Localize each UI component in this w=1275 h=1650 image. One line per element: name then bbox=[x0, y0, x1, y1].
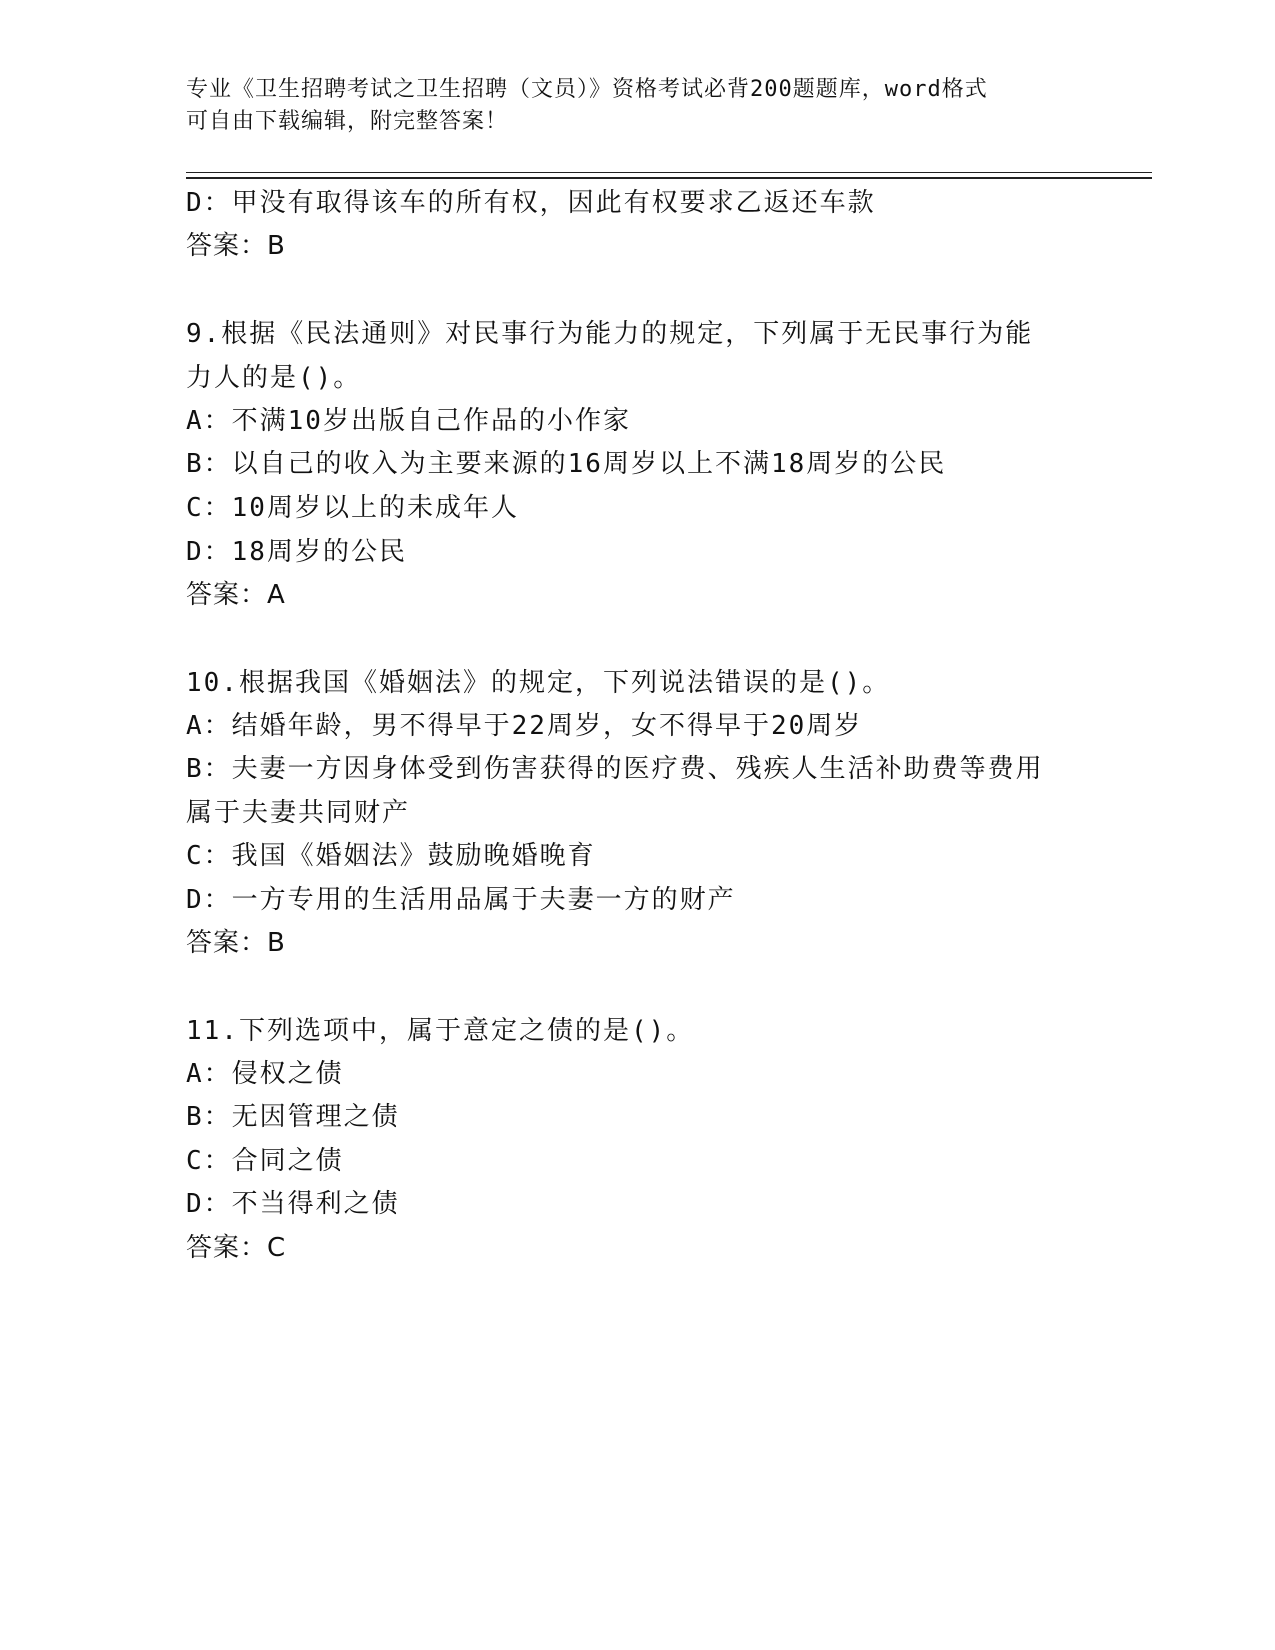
q9-answer: 答案：A bbox=[186, 580, 286, 610]
q8-option-d: D：甲没有取得该车的所有权，因此有权要求乙返还车款 bbox=[186, 188, 876, 218]
q9-option-c: C：10周岁以上的未成年人 bbox=[186, 493, 519, 523]
q10-option-b-line-2: 属于夫妻共同财产 bbox=[186, 798, 411, 828]
q11-option-b: B：无因管理之债 bbox=[186, 1102, 400, 1132]
q9-option-d: D：18周岁的公民 bbox=[186, 537, 407, 567]
q10-option-a: A：结婚年龄，男不得早于22周岁，女不得早于20周岁 bbox=[186, 711, 863, 741]
q9-option-a: A：不满10岁出版自己作品的小作家 bbox=[186, 406, 631, 436]
header-divider-thin bbox=[186, 172, 1152, 173]
q10-option-b-line-1: B：夫妻一方因身体受到伤害获得的医疗费、残疾人生活补助费等费用 bbox=[186, 754, 1044, 784]
q11-option-d: D：不当得利之债 bbox=[186, 1189, 400, 1219]
document-header bbox=[186, 74, 1066, 138]
q10-option-d: D：一方专用的生活用品属于夫妻一方的财产 bbox=[186, 885, 736, 915]
q10-answer: 答案：B bbox=[186, 928, 286, 958]
q9-stem-line-2: 力人的是()。 bbox=[186, 363, 362, 393]
q10-stem: 10.根据我国《婚姻法》的规定，下列说法错误的是()。 bbox=[186, 668, 891, 698]
q10-option-c: C：我国《婚姻法》鼓励晚婚晚育 bbox=[186, 841, 596, 871]
q9-option-b: B：以自己的收入为主要来源的16周岁以上不满18周岁的公民 bbox=[186, 449, 947, 479]
q11-answer: 答案：C bbox=[186, 1233, 287, 1263]
q11-option-c: C：合同之债 bbox=[186, 1146, 344, 1176]
header-line-2: 可自由下载编辑，附完整答案！ bbox=[186, 109, 509, 134]
q11-option-a: A：侵权之债 bbox=[186, 1059, 344, 1089]
header-line-1: 专业《卫生招聘考试之卫生招聘（文员）》资格考试必背200题题库，word格式 bbox=[186, 77, 988, 102]
q9-stem-line-1: 9.根据《民法通则》对民事行为能力的规定，下列属于无民事行为能 bbox=[186, 319, 1034, 349]
header-divider-thick bbox=[186, 177, 1152, 179]
q11-stem: 11.下列选项中，属于意定之债的是()。 bbox=[186, 1016, 695, 1046]
q8-answer: 答案：B bbox=[186, 231, 286, 261]
